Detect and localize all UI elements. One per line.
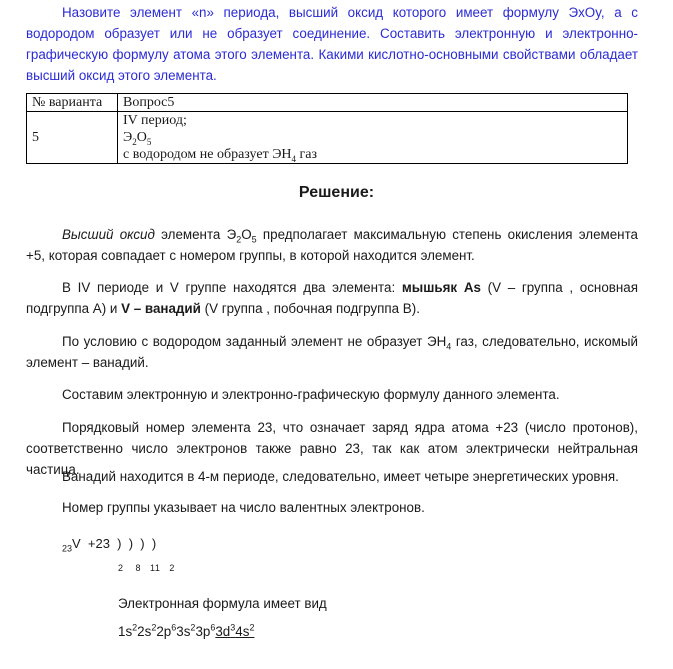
question-line-period: IV период;	[123, 113, 187, 128]
question-line-hydrogen: с водородом не образует $ЭН_4$ газ	[123, 147, 318, 164]
solution-heading: Решение:	[298, 184, 375, 201]
table-header-row	[27, 94, 628, 112]
paragraph-atomic-number: Порядковый номер элемента 23, что означает заряд ядра атома +23 (число протонов), соответственно число электронов также равно 23, так как атом электрически нейтральная частица.	[26, 420, 638, 477]
paragraph-elements: В IV периоде и V группе находятся два элемента: мышьяк As (V – группа , основная подгруппа А) и V – ванадий (V группа , побочная подгруппа В).	[26, 280, 638, 316]
paragraph-period: Ванадий находится в 4-м периоде, следовательно, имеет четыре энергетических уровня.	[62, 469, 619, 484]
question-line-oxide: $Э_2O_5$	[123, 130, 152, 147]
shell-electron-counts: 2 8 11 2	[118, 563, 175, 573]
table-cell-variant: 5	[27, 112, 118, 164]
electron-formula-label: Электронная формула имеет вид	[118, 596, 327, 611]
electron-formula: $1s^22s^22p^63s^23p^63d^34s^2$	[118, 622, 255, 639]
paragraph-hydrogen: По условию с водородом заданный элемент не образует $ЭН_4$ газ, следовательно, искомый элемент – ванадий.	[26, 334, 638, 370]
paragraph-higher-oxide: Высший оксид элемента $Э_2O_5$ предполагает максимальную степень окисления элемента +5, которая совпадает с номером группы, в которой находится элемент.	[26, 227, 639, 263]
table-row	[27, 112, 628, 164]
table-cell-question	[118, 112, 628, 164]
table-header-variant: № варианта	[27, 94, 118, 112]
electron-shell-scheme: $_{23}$V +23 ) ) ) )	[62, 536, 157, 554]
paragraph-group: Номер группы указывает на число валентных электронов.	[62, 500, 425, 515]
task-statement: Назовите элемент «n» периода, высший оксид которого имеет формулу ЭxOy, а с водородом образует или не образует соединение. Составить электронную и электронно-графическую формулу атома этого элемента. Какими кислотно-основными свойствами обладает высший оксид этого элемента.	[26, 5, 638, 83]
variant-table	[26, 93, 628, 164]
table-header-question: Вопрос5	[118, 94, 628, 112]
paragraph-compose-formula: Составим электронную и электронно-графическую формулу данного элемента.	[62, 387, 560, 402]
